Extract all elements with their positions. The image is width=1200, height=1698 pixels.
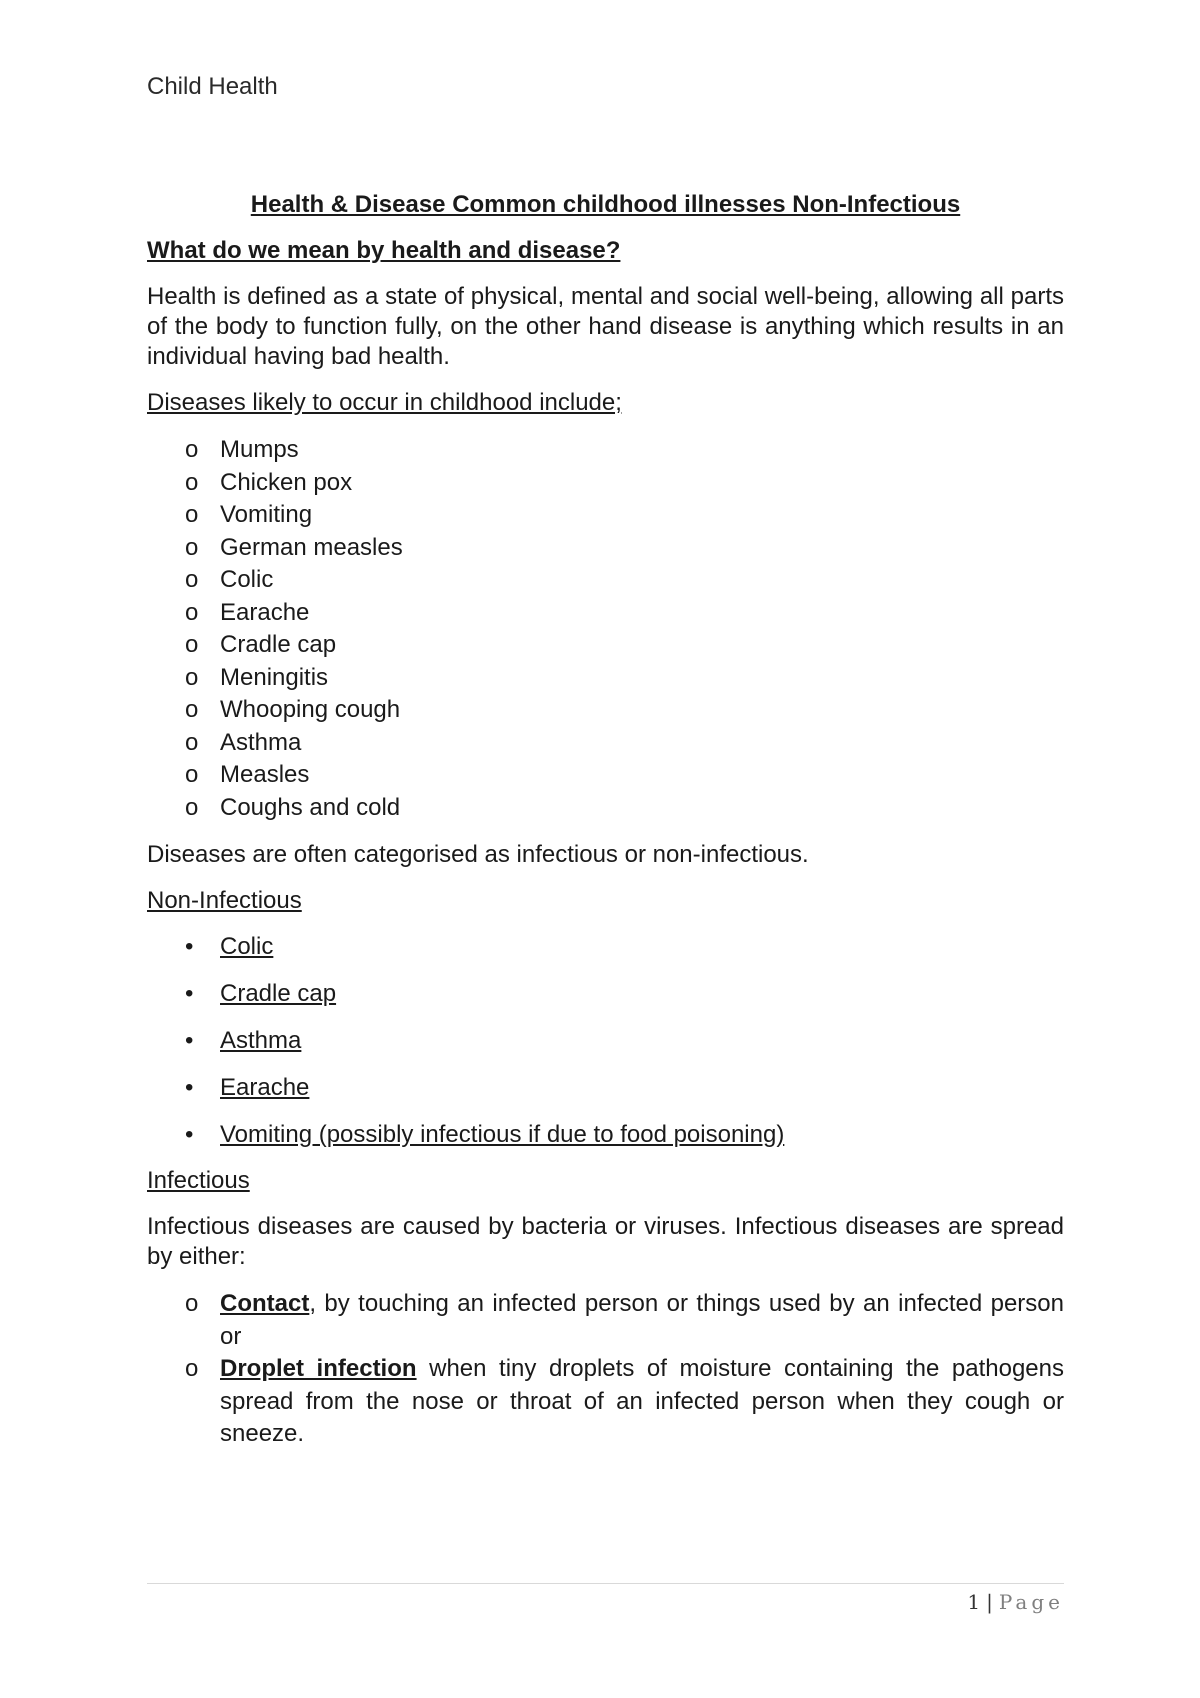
infectious-spread-list <box>147 1288 1064 1451</box>
non-infectious-heading-text: Non-Infectious <box>147 887 302 914</box>
bullet-marker: • <box>185 933 194 960</box>
list-item <box>147 434 1064 467</box>
document-page <box>147 0 1064 1698</box>
list-item <box>147 694 1064 727</box>
list-marker: o <box>185 728 199 756</box>
bullet-marker: • <box>185 1121 194 1148</box>
list-marker: o <box>185 533 199 561</box>
list-marker: o <box>185 1355 199 1382</box>
page-number: 1 <box>967 1590 981 1614</box>
disease-name: Earache <box>220 598 310 626</box>
list-marker: o <box>185 663 199 691</box>
list-item <box>147 1120 1064 1150</box>
diseases-intro <box>147 388 1064 418</box>
disease-name: Cradle cap <box>220 631 337 658</box>
list-item <box>147 629 1064 662</box>
page-label: Page <box>998 1590 1064 1614</box>
non-infectious-item: Earache <box>220 1074 310 1101</box>
bullet-marker: • <box>185 1074 194 1101</box>
non-infectious-item: Vomiting (possibly infectious if due to food poisoning) <box>220 1121 785 1148</box>
infectious-heading-text: Infectious <box>147 1167 250 1194</box>
list-marker: o <box>185 631 199 658</box>
list-marker: o <box>185 793 199 821</box>
spread-term: Contact <box>220 1290 310 1317</box>
list-item <box>147 662 1064 695</box>
list-item <box>147 932 1064 962</box>
bullet-marker: • <box>185 1027 194 1054</box>
spread-description: , by touching an infected person or things used by an infected person or <box>220 1290 1064 1350</box>
list-item <box>147 979 1064 1009</box>
document-title: Health & Disease Common childhood illnesses Non-Infectious <box>250 191 961 218</box>
list-marker: o <box>185 761 199 788</box>
bullet-marker: • <box>185 980 194 1007</box>
categories-paragraph: Diseases are often categorised as infectious or non-infectious. <box>147 841 809 868</box>
non-infectious-item: Colic <box>220 933 274 960</box>
non-infectious-item: Asthma <box>220 1027 302 1054</box>
disease-name: Chicken pox <box>220 468 353 496</box>
list-item <box>147 792 1064 825</box>
list-item <box>147 1073 1064 1103</box>
disease-name: Meningitis <box>220 663 329 691</box>
list-item <box>147 564 1064 597</box>
diseases-intro-text: Diseases likely to occur in childhood include; <box>147 389 622 416</box>
list-item <box>147 1288 1064 1353</box>
non-infectious-item: Cradle cap <box>220 980 337 1007</box>
disease-name: Colic <box>220 566 274 593</box>
list-marker: o <box>185 696 199 723</box>
disease-name: Measles <box>220 761 310 788</box>
page-header: Child Health <box>147 73 278 100</box>
infectious-intro: Infectious diseases are caused by bacteria or viruses. Infectious diseases are spread by either: <box>147 1213 1064 1270</box>
document-body <box>147 190 1064 1467</box>
spread-term: Droplet infection <box>220 1355 417 1382</box>
list-item <box>147 467 1064 500</box>
footer-divider <box>147 1583 1064 1584</box>
list-marker: o <box>185 598 199 626</box>
list-marker: o <box>185 468 199 496</box>
list-item <box>147 1026 1064 1056</box>
list-item <box>147 532 1064 565</box>
disease-name: Mumps <box>220 436 299 463</box>
list-marker: o <box>185 436 199 463</box>
definition-paragraph: Health is defined as a state of physical, mental and social well-being, allowing all parts of the body to function fully, on the other hand disease is anything which results in an individual having bad health. <box>147 283 1064 370</box>
footer-separator: | <box>986 1590 993 1614</box>
list-marker: o <box>185 566 199 593</box>
infectious-heading <box>147 1166 1064 1196</box>
list-item <box>147 597 1064 630</box>
non-infectious-heading <box>147 886 1064 916</box>
list-marker: o <box>185 501 199 528</box>
list-item <box>147 727 1064 760</box>
diseases-list <box>147 434 1064 824</box>
disease-name: Asthma <box>220 728 302 756</box>
disease-name: Coughs and cold <box>220 793 401 821</box>
disease-name: Vomiting <box>220 501 313 528</box>
list-marker: o <box>185 1290 199 1317</box>
list-item <box>147 1353 1064 1451</box>
spread-description: when tiny droplets of moisture containing the pathogens spread from the nose or throat of an infected person when they cough or sneeze. <box>220 1355 1065 1447</box>
question-heading: What do we mean by health and disease? <box>147 237 621 264</box>
disease-name: German measles <box>220 533 403 561</box>
disease-name: Whooping cough <box>220 696 401 723</box>
list-item <box>147 759 1064 792</box>
non-infectious-list <box>147 932 1064 1150</box>
list-item <box>147 499 1064 532</box>
page-footer <box>967 1587 1064 1617</box>
